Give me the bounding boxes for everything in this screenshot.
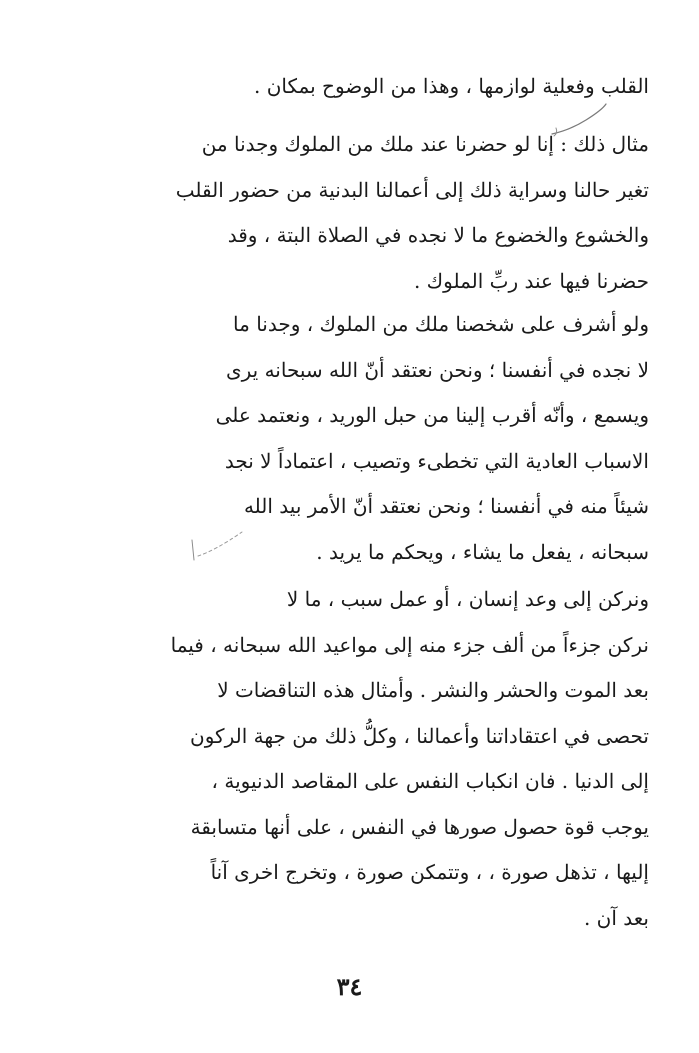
text-line: تغير حالنا وسراية ذلك إلى أعمالنا البدنية من حضور القلب [175, 177, 649, 202]
paragraph-2 [44, 122, 649, 304]
text-line: إليها ، تذهل صورة ، ، وتتمكن صورة ، وتخرج اخرى آناً [210, 860, 649, 884]
text-line: مثال ذلك : إنا لو حضرنا عند ملك من الملوك وجدنا من [201, 132, 649, 156]
text-line: بعد الموت والحشر والنشر . وأمثال هذه التناقضات لا [217, 678, 649, 702]
text-line: نركن جزءاً من ألف جزء منه إلى مواعيد الله سبحانه ، فيما [170, 632, 649, 657]
text-line: لا نجده في أنفسنا ؛ ونحن نعتقد أنّ الله سبحانه يرى [225, 357, 649, 382]
text-line: ونركن إلى وعد إنسان ، أو عمل سبب ، ما لا [286, 587, 649, 611]
paragraph-1 [44, 64, 649, 110]
text-line: يوجب قوة حصول صورها في النفس ، على أنها متسابقة [190, 814, 649, 839]
text-line: حضرنا فيها عند ربِّ الملوك . [413, 268, 649, 293]
text-line: ولو أشرف على شخصنا ملك من الملوك ، وجدنا ما [233, 312, 649, 336]
text-line: سبحانه ، يفعل ما يشاء ، ويحكم ما يريد . [316, 539, 649, 564]
text-line: تحصى في اعتقاداتنا وأعمالنا ، وكلُّ ذلك من جهة الركون [190, 723, 649, 748]
text-line: الاسباب العادية التي تخطىء وتصيب ، اعتماداً لا نجد [224, 448, 649, 473]
paragraph-4 [44, 577, 649, 941]
text-line: القلب وفعلية لوازمها ، وهذا من الوضوح بمكان . [254, 74, 649, 98]
text-line: والخشوع والخضوع ما لا نجده في الصلاة البتة ، وقد [227, 223, 649, 247]
text-line: ويسمع ، وأنّه أقرب إلينا من حبل الوريد ، ونعتمد على [215, 403, 649, 427]
text-line: شيئاً منه في أنفسنا ؛ ونحن نعتقد أنّ الأمر بيد الله [243, 494, 649, 518]
page-number: ٣٤ [336, 972, 363, 1001]
paragraph-3 [44, 302, 649, 575]
text-line: بعد آن . [583, 905, 649, 930]
text-line: إلى الدنيا . فان انكباب النفس على المقاصد الدنيوية ، [211, 769, 649, 793]
